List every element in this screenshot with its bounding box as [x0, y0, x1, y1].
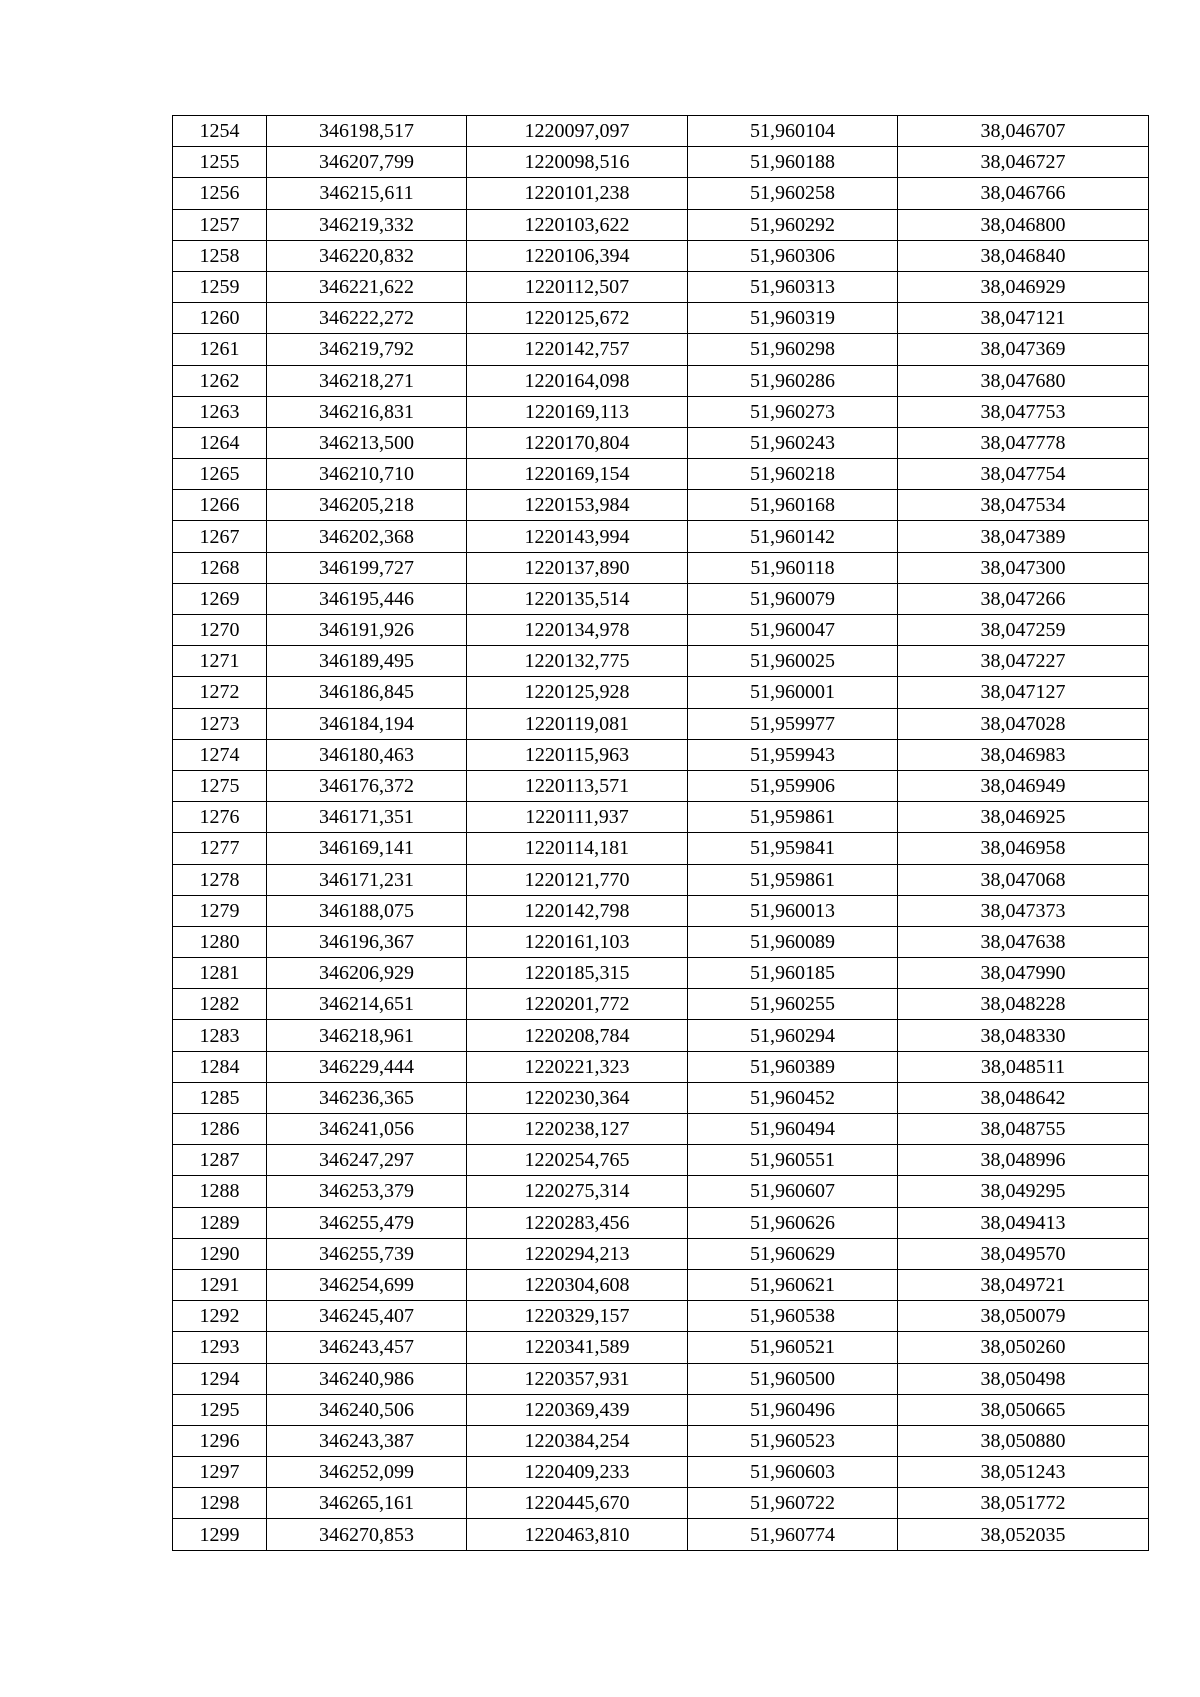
longitude-cell: 38,046840	[898, 240, 1149, 271]
x-coordinate-cell: 346254,699	[267, 1269, 467, 1300]
table-row	[173, 1488, 1149, 1519]
y-coordinate-cell: 1220369,439	[467, 1394, 688, 1425]
table-row	[173, 739, 1149, 770]
x-coordinate-cell: 346196,367	[267, 926, 467, 957]
longitude-cell: 38,052035	[898, 1519, 1149, 1550]
x-coordinate-cell: 346243,457	[267, 1332, 467, 1363]
y-coordinate-cell: 1220221,323	[467, 1051, 688, 1082]
table-row	[173, 1051, 1149, 1082]
x-coordinate-cell: 346270,853	[267, 1519, 467, 1550]
table-row	[173, 365, 1149, 396]
longitude-cell: 38,047127	[898, 677, 1149, 708]
x-coordinate-cell: 346202,368	[267, 521, 467, 552]
longitude-cell: 38,046727	[898, 147, 1149, 178]
x-coordinate-cell: 346255,479	[267, 1207, 467, 1238]
longitude-cell: 38,051243	[898, 1457, 1149, 1488]
point-number-cell: 1286	[173, 1114, 267, 1145]
table-row	[173, 926, 1149, 957]
longitude-cell: 38,046949	[898, 770, 1149, 801]
longitude-cell: 38,046800	[898, 209, 1149, 240]
latitude-cell: 51,960118	[688, 552, 898, 583]
x-coordinate-cell: 346218,271	[267, 365, 467, 396]
latitude-cell: 51,960286	[688, 365, 898, 396]
table-row	[173, 1269, 1149, 1300]
x-coordinate-cell: 346195,446	[267, 583, 467, 614]
x-coordinate-cell: 346216,831	[267, 396, 467, 427]
longitude-cell: 38,047369	[898, 334, 1149, 365]
table-row	[173, 147, 1149, 178]
y-coordinate-cell: 1220121,770	[467, 864, 688, 895]
x-coordinate-cell: 346213,500	[267, 427, 467, 458]
longitude-cell: 38,046766	[898, 178, 1149, 209]
latitude-cell: 51,960013	[688, 895, 898, 926]
table-row	[173, 1363, 1149, 1394]
longitude-cell: 38,046707	[898, 116, 1149, 147]
y-coordinate-cell: 1220230,364	[467, 1082, 688, 1113]
x-coordinate-cell: 346198,517	[267, 116, 467, 147]
latitude-cell: 51,960258	[688, 178, 898, 209]
y-coordinate-cell: 1220114,181	[467, 833, 688, 864]
point-number-cell: 1289	[173, 1207, 267, 1238]
x-coordinate-cell: 346219,792	[267, 334, 467, 365]
point-number-cell: 1268	[173, 552, 267, 583]
point-number-cell: 1257	[173, 209, 267, 240]
table-row	[173, 552, 1149, 583]
longitude-cell: 38,047121	[898, 303, 1149, 334]
point-number-cell: 1262	[173, 365, 267, 396]
latitude-cell: 51,960243	[688, 427, 898, 458]
longitude-cell: 38,047028	[898, 708, 1149, 739]
x-coordinate-cell: 346241,056	[267, 1114, 467, 1145]
point-number-cell: 1295	[173, 1394, 267, 1425]
table-row	[173, 334, 1149, 365]
table-row	[173, 1519, 1149, 1550]
table-row	[173, 271, 1149, 302]
table-row	[173, 895, 1149, 926]
x-coordinate-cell: 346189,495	[267, 646, 467, 677]
x-coordinate-cell: 346221,622	[267, 271, 467, 302]
table-row	[173, 240, 1149, 271]
table-row	[173, 459, 1149, 490]
table-row	[173, 708, 1149, 739]
y-coordinate-cell: 1220208,784	[467, 1020, 688, 1051]
latitude-cell: 51,960523	[688, 1425, 898, 1456]
table-row	[173, 209, 1149, 240]
longitude-cell: 38,047266	[898, 583, 1149, 614]
latitude-cell: 51,960142	[688, 521, 898, 552]
longitude-cell: 38,050880	[898, 1425, 1149, 1456]
longitude-cell: 38,047259	[898, 615, 1149, 646]
table-row	[173, 1082, 1149, 1113]
point-number-cell: 1294	[173, 1363, 267, 1394]
x-coordinate-cell: 346247,297	[267, 1145, 467, 1176]
x-coordinate-cell: 346188,075	[267, 895, 467, 926]
y-coordinate-cell: 1220283,456	[467, 1207, 688, 1238]
y-coordinate-cell: 1220445,670	[467, 1488, 688, 1519]
latitude-cell: 51,960538	[688, 1301, 898, 1332]
latitude-cell: 51,960496	[688, 1394, 898, 1425]
latitude-cell: 51,960607	[688, 1176, 898, 1207]
point-number-cell: 1256	[173, 178, 267, 209]
x-coordinate-cell: 346205,218	[267, 490, 467, 521]
x-coordinate-cell: 346229,444	[267, 1051, 467, 1082]
longitude-cell: 38,049721	[898, 1269, 1149, 1300]
point-number-cell: 1280	[173, 926, 267, 957]
point-number-cell: 1281	[173, 958, 267, 989]
x-coordinate-cell: 346222,272	[267, 303, 467, 334]
y-coordinate-cell: 1220238,127	[467, 1114, 688, 1145]
point-number-cell: 1269	[173, 583, 267, 614]
longitude-cell: 38,050260	[898, 1332, 1149, 1363]
point-number-cell: 1267	[173, 521, 267, 552]
y-coordinate-cell: 1220169,113	[467, 396, 688, 427]
point-number-cell: 1299	[173, 1519, 267, 1550]
table-row	[173, 1238, 1149, 1269]
point-number-cell: 1273	[173, 708, 267, 739]
table-row	[173, 178, 1149, 209]
y-coordinate-cell: 1220113,571	[467, 770, 688, 801]
point-number-cell: 1272	[173, 677, 267, 708]
y-coordinate-cell: 1220125,672	[467, 303, 688, 334]
table-row	[173, 833, 1149, 864]
y-coordinate-cell: 1220115,963	[467, 739, 688, 770]
longitude-cell: 38,049413	[898, 1207, 1149, 1238]
point-number-cell: 1291	[173, 1269, 267, 1300]
table-row	[173, 958, 1149, 989]
longitude-cell: 38,051772	[898, 1488, 1149, 1519]
point-number-cell: 1277	[173, 833, 267, 864]
point-number-cell: 1276	[173, 802, 267, 833]
longitude-cell: 38,047990	[898, 958, 1149, 989]
point-number-cell: 1258	[173, 240, 267, 271]
x-coordinate-cell: 346214,651	[267, 989, 467, 1020]
latitude-cell: 51,960551	[688, 1145, 898, 1176]
y-coordinate-cell: 1220161,103	[467, 926, 688, 957]
x-coordinate-cell: 346184,194	[267, 708, 467, 739]
y-coordinate-cell: 1220101,238	[467, 178, 688, 209]
point-number-cell: 1282	[173, 989, 267, 1020]
x-coordinate-cell: 346171,351	[267, 802, 467, 833]
table-row	[173, 1425, 1149, 1456]
longitude-cell: 38,048511	[898, 1051, 1149, 1082]
latitude-cell: 51,960273	[688, 396, 898, 427]
table-row	[173, 1457, 1149, 1488]
point-number-cell: 1293	[173, 1332, 267, 1363]
point-number-cell: 1290	[173, 1238, 267, 1269]
y-coordinate-cell: 1220097,097	[467, 116, 688, 147]
point-number-cell: 1278	[173, 864, 267, 895]
longitude-cell: 38,046958	[898, 833, 1149, 864]
y-coordinate-cell: 1220185,315	[467, 958, 688, 989]
table-row	[173, 989, 1149, 1020]
latitude-cell: 51,960294	[688, 1020, 898, 1051]
table-row	[173, 521, 1149, 552]
x-coordinate-cell: 346236,365	[267, 1082, 467, 1113]
y-coordinate-cell: 1220106,394	[467, 240, 688, 271]
x-coordinate-cell: 346265,161	[267, 1488, 467, 1519]
latitude-cell: 51,960298	[688, 334, 898, 365]
latitude-cell: 51,960389	[688, 1051, 898, 1082]
table-row	[173, 303, 1149, 334]
x-coordinate-cell: 346171,231	[267, 864, 467, 895]
latitude-cell: 51,960313	[688, 271, 898, 302]
longitude-cell: 38,047373	[898, 895, 1149, 926]
longitude-cell: 38,046925	[898, 802, 1149, 833]
longitude-cell: 38,048996	[898, 1145, 1149, 1176]
y-coordinate-cell: 1220341,589	[467, 1332, 688, 1363]
x-coordinate-cell: 346207,799	[267, 147, 467, 178]
longitude-cell: 38,050498	[898, 1363, 1149, 1394]
point-number-cell: 1296	[173, 1425, 267, 1456]
y-coordinate-cell: 1220275,314	[467, 1176, 688, 1207]
longitude-cell: 38,050079	[898, 1301, 1149, 1332]
longitude-cell: 38,048755	[898, 1114, 1149, 1145]
table-row	[173, 396, 1149, 427]
latitude-cell: 51,960629	[688, 1238, 898, 1269]
point-number-cell: 1255	[173, 147, 267, 178]
x-coordinate-cell: 346219,332	[267, 209, 467, 240]
latitude-cell: 51,960104	[688, 116, 898, 147]
latitude-cell: 51,959977	[688, 708, 898, 739]
x-coordinate-cell: 346220,832	[267, 240, 467, 271]
table-row	[173, 677, 1149, 708]
x-coordinate-cell: 346191,926	[267, 615, 467, 646]
point-number-cell: 1284	[173, 1051, 267, 1082]
x-coordinate-cell: 346169,141	[267, 833, 467, 864]
latitude-cell: 51,960185	[688, 958, 898, 989]
y-coordinate-cell: 1220111,937	[467, 802, 688, 833]
latitude-cell: 51,960722	[688, 1488, 898, 1519]
longitude-cell: 38,047300	[898, 552, 1149, 583]
y-coordinate-cell: 1220103,622	[467, 209, 688, 240]
y-coordinate-cell: 1220112,507	[467, 271, 688, 302]
point-number-cell: 1279	[173, 895, 267, 926]
latitude-cell: 51,960500	[688, 1363, 898, 1394]
point-number-cell: 1259	[173, 271, 267, 302]
latitude-cell: 51,960218	[688, 459, 898, 490]
y-coordinate-cell: 1220132,775	[467, 646, 688, 677]
point-number-cell: 1271	[173, 646, 267, 677]
y-coordinate-cell: 1220098,516	[467, 147, 688, 178]
latitude-cell: 51,960188	[688, 147, 898, 178]
x-coordinate-cell: 346240,506	[267, 1394, 467, 1425]
table-row	[173, 802, 1149, 833]
latitude-cell: 51,959861	[688, 802, 898, 833]
table-row	[173, 1114, 1149, 1145]
x-coordinate-cell: 346253,379	[267, 1176, 467, 1207]
latitude-cell: 51,960319	[688, 303, 898, 334]
latitude-cell: 51,959943	[688, 739, 898, 770]
point-number-cell: 1263	[173, 396, 267, 427]
y-coordinate-cell: 1220164,098	[467, 365, 688, 396]
y-coordinate-cell: 1220135,514	[467, 583, 688, 614]
table-row	[173, 1176, 1149, 1207]
y-coordinate-cell: 1220137,890	[467, 552, 688, 583]
latitude-cell: 51,960626	[688, 1207, 898, 1238]
y-coordinate-cell: 1220201,772	[467, 989, 688, 1020]
point-number-cell: 1292	[173, 1301, 267, 1332]
y-coordinate-cell: 1220409,233	[467, 1457, 688, 1488]
y-coordinate-cell: 1220170,804	[467, 427, 688, 458]
latitude-cell: 51,960603	[688, 1457, 898, 1488]
x-coordinate-cell: 346176,372	[267, 770, 467, 801]
point-number-cell: 1254	[173, 116, 267, 147]
point-number-cell: 1270	[173, 615, 267, 646]
y-coordinate-cell: 1220142,798	[467, 895, 688, 926]
x-coordinate-cell: 346255,739	[267, 1238, 467, 1269]
x-coordinate-cell: 346186,845	[267, 677, 467, 708]
latitude-cell: 51,959841	[688, 833, 898, 864]
table-row	[173, 583, 1149, 614]
latitude-cell: 51,959906	[688, 770, 898, 801]
point-number-cell: 1260	[173, 303, 267, 334]
y-coordinate-cell: 1220142,757	[467, 334, 688, 365]
x-coordinate-cell: 346215,611	[267, 178, 467, 209]
table-row	[173, 427, 1149, 458]
latitude-cell: 51,960079	[688, 583, 898, 614]
longitude-cell: 38,047227	[898, 646, 1149, 677]
latitude-cell: 51,960168	[688, 490, 898, 521]
longitude-cell: 38,047680	[898, 365, 1149, 396]
longitude-cell: 38,048228	[898, 989, 1149, 1020]
y-coordinate-cell: 1220125,928	[467, 677, 688, 708]
latitude-cell: 51,960774	[688, 1519, 898, 1550]
table-row	[173, 490, 1149, 521]
y-coordinate-cell: 1220304,608	[467, 1269, 688, 1300]
point-number-cell: 1297	[173, 1457, 267, 1488]
table-row	[173, 1207, 1149, 1238]
longitude-cell: 38,046929	[898, 271, 1149, 302]
point-number-cell: 1266	[173, 490, 267, 521]
coordinates-table-body	[173, 116, 1149, 1551]
x-coordinate-cell: 346245,407	[267, 1301, 467, 1332]
point-number-cell: 1298	[173, 1488, 267, 1519]
x-coordinate-cell: 346243,387	[267, 1425, 467, 1456]
point-number-cell: 1285	[173, 1082, 267, 1113]
longitude-cell: 38,047389	[898, 521, 1149, 552]
y-coordinate-cell: 1220254,765	[467, 1145, 688, 1176]
x-coordinate-cell: 346218,961	[267, 1020, 467, 1051]
latitude-cell: 51,960001	[688, 677, 898, 708]
y-coordinate-cell: 1220329,157	[467, 1301, 688, 1332]
point-number-cell: 1283	[173, 1020, 267, 1051]
x-coordinate-cell: 346210,710	[267, 459, 467, 490]
point-number-cell: 1275	[173, 770, 267, 801]
table-row	[173, 615, 1149, 646]
latitude-cell: 51,960494	[688, 1114, 898, 1145]
y-coordinate-cell: 1220169,154	[467, 459, 688, 490]
point-number-cell: 1265	[173, 459, 267, 490]
x-coordinate-cell: 346206,929	[267, 958, 467, 989]
table-row	[173, 116, 1149, 147]
point-number-cell: 1287	[173, 1145, 267, 1176]
y-coordinate-cell: 1220153,984	[467, 490, 688, 521]
longitude-cell: 38,049295	[898, 1176, 1149, 1207]
table-row	[173, 1020, 1149, 1051]
point-number-cell: 1274	[173, 739, 267, 770]
latitude-cell: 51,959861	[688, 864, 898, 895]
table-row	[173, 864, 1149, 895]
longitude-cell: 38,047753	[898, 396, 1149, 427]
longitude-cell: 38,049570	[898, 1238, 1149, 1269]
latitude-cell: 51,960255	[688, 989, 898, 1020]
point-number-cell: 1261	[173, 334, 267, 365]
longitude-cell: 38,047068	[898, 864, 1149, 895]
table-row	[173, 1301, 1149, 1332]
coordinates-table	[172, 115, 1149, 1551]
point-number-cell: 1288	[173, 1176, 267, 1207]
point-number-cell: 1264	[173, 427, 267, 458]
x-coordinate-cell: 346199,727	[267, 552, 467, 583]
table-row	[173, 1145, 1149, 1176]
table-row	[173, 1332, 1149, 1363]
x-coordinate-cell: 346252,099	[267, 1457, 467, 1488]
table-row	[173, 1394, 1149, 1425]
latitude-cell: 51,960521	[688, 1332, 898, 1363]
x-coordinate-cell: 346240,986	[267, 1363, 467, 1394]
y-coordinate-cell: 1220384,254	[467, 1425, 688, 1456]
longitude-cell: 38,047754	[898, 459, 1149, 490]
longitude-cell: 38,048642	[898, 1082, 1149, 1113]
longitude-cell: 38,047534	[898, 490, 1149, 521]
longitude-cell: 38,048330	[898, 1020, 1149, 1051]
latitude-cell: 51,960025	[688, 646, 898, 677]
y-coordinate-cell: 1220143,994	[467, 521, 688, 552]
latitude-cell: 51,960452	[688, 1082, 898, 1113]
y-coordinate-cell: 1220134,978	[467, 615, 688, 646]
latitude-cell: 51,960089	[688, 926, 898, 957]
latitude-cell: 51,960047	[688, 615, 898, 646]
longitude-cell: 38,046983	[898, 739, 1149, 770]
x-coordinate-cell: 346180,463	[267, 739, 467, 770]
y-coordinate-cell: 1220463,810	[467, 1519, 688, 1550]
longitude-cell: 38,047638	[898, 926, 1149, 957]
y-coordinate-cell: 1220119,081	[467, 708, 688, 739]
latitude-cell: 51,960621	[688, 1269, 898, 1300]
y-coordinate-cell: 1220294,213	[467, 1238, 688, 1269]
table-row	[173, 770, 1149, 801]
latitude-cell: 51,960292	[688, 209, 898, 240]
longitude-cell: 38,050665	[898, 1394, 1149, 1425]
longitude-cell: 38,047778	[898, 427, 1149, 458]
table-row	[173, 646, 1149, 677]
y-coordinate-cell: 1220357,931	[467, 1363, 688, 1394]
latitude-cell: 51,960306	[688, 240, 898, 271]
